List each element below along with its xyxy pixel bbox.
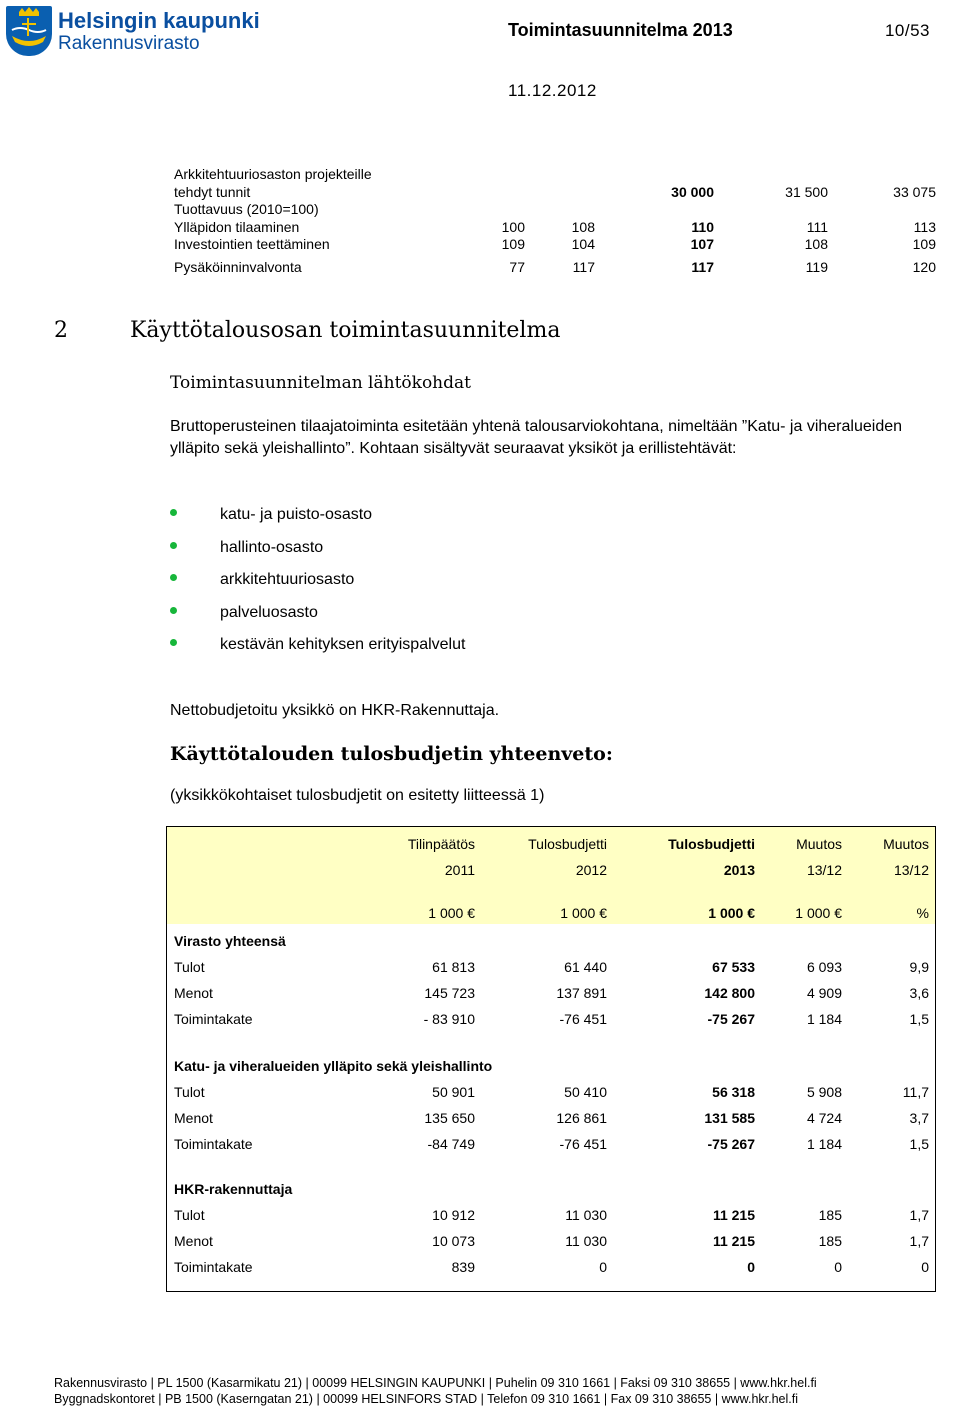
productivity-table — [172, 166, 938, 276]
productivity-row — [172, 259, 938, 277]
cell-value: 11 030 — [565, 1207, 607, 1223]
cell-2014: 111 — [806, 218, 828, 235]
cell-value: 10 912 — [432, 1207, 475, 1223]
column-unit: 1 000 € — [560, 905, 607, 921]
cell-value: 6 093 — [806, 959, 842, 975]
subsection-heading: Toimintasuunnitelman lähtökohdat — [170, 373, 471, 393]
cell-value: 1 184 — [806, 1136, 842, 1152]
cell-2015: 120 — [912, 258, 936, 275]
cell-value: 1,7 — [909, 1233, 929, 1249]
cell-value: 135 650 — [424, 1110, 475, 1126]
cell-value: 61 813 — [432, 959, 475, 975]
list-item-text: katu- ja puisto-osasto — [220, 506, 373, 523]
productivity-row — [172, 184, 938, 202]
cell-2014: 108 — [804, 236, 828, 252]
cell-2013: 117 — [691, 258, 714, 275]
cell-value: 11 215 — [712, 1207, 755, 1223]
cell-value: 61 440 — [564, 959, 607, 975]
cell-2014: 31 500 — [785, 183, 828, 200]
column-unit: 1 000 € — [428, 905, 475, 921]
cell-2013: 110 — [691, 218, 714, 235]
cell-value: 9,9 — [909, 959, 929, 975]
cell-value: 56 318 — [712, 1084, 755, 1100]
cell-value: -84 749 — [427, 1136, 475, 1152]
list-item-text: kestävän kehityksen erityispalvelut — [220, 636, 466, 653]
row-label: Menot — [174, 1233, 213, 1249]
cell-value: 0 — [747, 1259, 755, 1275]
bullet-icon — [170, 607, 177, 614]
cell-value: 185 — [818, 1233, 842, 1249]
cell-value: 137 891 — [556, 985, 607, 1001]
productivity-row — [172, 201, 938, 219]
list-item — [170, 536, 465, 569]
row-label: Tulot — [174, 959, 205, 975]
cell-value: 3,6 — [909, 985, 929, 1001]
group-title: Katu- ja viheralueiden ylläpito sekä yleishallinto — [174, 1058, 493, 1074]
list-item-text: hallinto-osasto — [220, 538, 324, 556]
cell-value: 67 533 — [712, 959, 755, 975]
column-header: Muutos — [883, 836, 929, 852]
cell-2013: 30 000 — [671, 183, 714, 200]
column-year: 13/12 — [893, 862, 929, 878]
productivity-row — [172, 219, 938, 237]
cell-value: 142 800 — [704, 985, 755, 1001]
list-item — [170, 633, 465, 666]
bullet-icon — [170, 542, 177, 549]
list-item — [170, 503, 465, 536]
footer-line-swedish: Byggnadskontoret | PB 1500 (Kaserngatan 21) | 00099 HELSINFORS STAD | Telefon 09 310 1661 | Fax 09 310 38655 | www.hkr.hel.fi — [54, 1391, 798, 1406]
document-title: Toimintasuunnitelma 2013 — [508, 20, 733, 40]
cell-2011: 100 — [501, 218, 525, 235]
row-label: tehdyt tunnit — [174, 183, 251, 200]
page-footer — [54, 1376, 817, 1407]
row-label: Pysäköinninvalvonta — [174, 258, 302, 275]
org-unit: Rakennusvirasto — [58, 33, 200, 54]
cell-2012: 108 — [571, 218, 595, 235]
list-item-text: arkkitehtuuriosasto — [220, 571, 355, 588]
cell-value: -76 451 — [559, 1011, 607, 1027]
body-paragraph: Bruttoperusteinen tilaajatoiminta esitetään yhtenä talousarviokohtana, nimeltään ”Katu- ja viheralueiden ylläpito sekä yleishallinto”. Kohtaan sisältyvät seuraavat yksiköt ja erillistehtävät: — [170, 418, 903, 457]
cell-2015: 33 075 — [893, 183, 936, 200]
section-number: 2 — [54, 318, 68, 343]
cell-value: 0 — [599, 1259, 607, 1275]
cell-value: 50 410 — [564, 1084, 607, 1100]
row-label: Toimintakate — [174, 1011, 253, 1027]
column-header: Tulosbudjetti — [668, 836, 755, 852]
summary-heading: Käyttötalouden tulosbudjetin yhteenveto: — [170, 743, 613, 765]
cell-value: 50 901 — [432, 1084, 475, 1100]
cell-value: -75 267 — [707, 1136, 755, 1152]
cell-2014: 119 — [805, 258, 828, 275]
column-year: 13/12 — [806, 862, 842, 878]
bullet-icon — [170, 639, 177, 646]
cell-value: 4 909 — [806, 985, 842, 1001]
cell-value: 131 585 — [704, 1110, 755, 1126]
column-header: Tulosbudjetti — [528, 836, 607, 852]
cell-value: 0 — [921, 1259, 929, 1275]
netto-note: Nettobudjetoitu yksikkö on HKR-Rakennuttaja. — [170, 702, 500, 719]
row-label: Ylläpidon tilaaminen — [174, 218, 300, 235]
row-label: Investointien teettäminen — [174, 236, 330, 252]
cell-value: 185 — [818, 1207, 842, 1223]
document-date: 11.12.2012 — [508, 81, 597, 100]
cell-value: 10 073 — [432, 1233, 475, 1249]
productivity-row — [172, 236, 938, 254]
row-label: Tuottavuus (2010=100) — [174, 201, 319, 217]
budget-summary-table — [166, 826, 936, 1292]
row-label: Toimintakate — [174, 1259, 253, 1275]
cell-value: 4 724 — [806, 1110, 842, 1126]
column-header: Muutos — [796, 836, 842, 852]
org-name: Helsingin kaupunki — [58, 8, 260, 33]
column-unit: 1 000 € — [708, 905, 755, 921]
cell-value: 839 — [451, 1259, 475, 1275]
section-heading: Käyttötalousosan toimintasuunnitelma — [130, 318, 561, 343]
productivity-row — [172, 166, 938, 184]
row-label: Menot — [174, 985, 213, 1001]
cell-value: 11 030 — [565, 1233, 607, 1249]
bullet-icon — [170, 574, 177, 581]
group-title: HKR-rakennuttaja — [174, 1181, 293, 1197]
city-crest-logo — [6, 6, 52, 56]
cell-2012: 104 — [571, 236, 595, 252]
column-unit: 1 000 € — [795, 905, 842, 921]
cell-value: 126 861 — [556, 1110, 607, 1126]
list-item-text: palveluosasto — [220, 603, 318, 621]
cell-value: 1,7 — [909, 1207, 929, 1223]
bullet-icon — [170, 509, 177, 516]
cell-2011: 77 — [509, 258, 525, 275]
column-year: 2011 — [444, 862, 475, 878]
row-label: Arkkitehtuuriosaston projekteille — [174, 166, 372, 182]
column-year: 2013 — [723, 862, 755, 878]
cell-value: 145 723 — [424, 985, 475, 1001]
row-label: Menot — [174, 1110, 213, 1126]
cell-2015: 113 — [913, 218, 936, 235]
row-label: Tulot — [174, 1207, 205, 1223]
cell-2013: 107 — [690, 236, 714, 252]
cell-value: 1 184 — [806, 1011, 842, 1027]
list-item — [170, 601, 465, 634]
cell-value: 3,7 — [909, 1110, 929, 1126]
cell-value: 5 908 — [806, 1084, 842, 1100]
cell-value: 1,5 — [909, 1136, 929, 1152]
column-unit: % — [916, 905, 929, 921]
cell-2012: 117 — [572, 258, 595, 275]
footer-line-finnish: Rakennusvirasto | PL 1500 (Kasarmikatu 21) | 00099 HELSINGIN KAUPUNKI | Puhelin 09 310 1661 | Faksi 09 310 38655 | www.hkr.hel.fi — [54, 1376, 817, 1390]
cell-value: 0 — [834, 1259, 842, 1275]
page-number: 10/53 — [884, 21, 930, 40]
unit-bullet-list — [170, 503, 465, 666]
row-label: Toimintakate — [174, 1136, 253, 1152]
cell-value: - 83 910 — [423, 1011, 475, 1027]
cell-2015: 109 — [912, 236, 936, 252]
cell-value: 11,7 — [902, 1084, 929, 1100]
cell-value: -75 267 — [707, 1011, 755, 1027]
row-label: Tulot — [174, 1084, 205, 1100]
cell-value: 11 215 — [712, 1233, 755, 1249]
column-header: Tilinpäätös — [407, 836, 475, 852]
cell-2011: 109 — [501, 236, 525, 252]
cell-value: -76 451 — [559, 1136, 607, 1152]
summary-note: (yksikkökohtaiset tulosbudjetit on esitetty liitteessä 1) — [170, 787, 545, 804]
list-item — [170, 568, 465, 601]
column-year: 2012 — [575, 862, 607, 878]
group-title: Virasto yhteensä — [174, 933, 286, 949]
cell-value: 1,5 — [909, 1011, 929, 1027]
